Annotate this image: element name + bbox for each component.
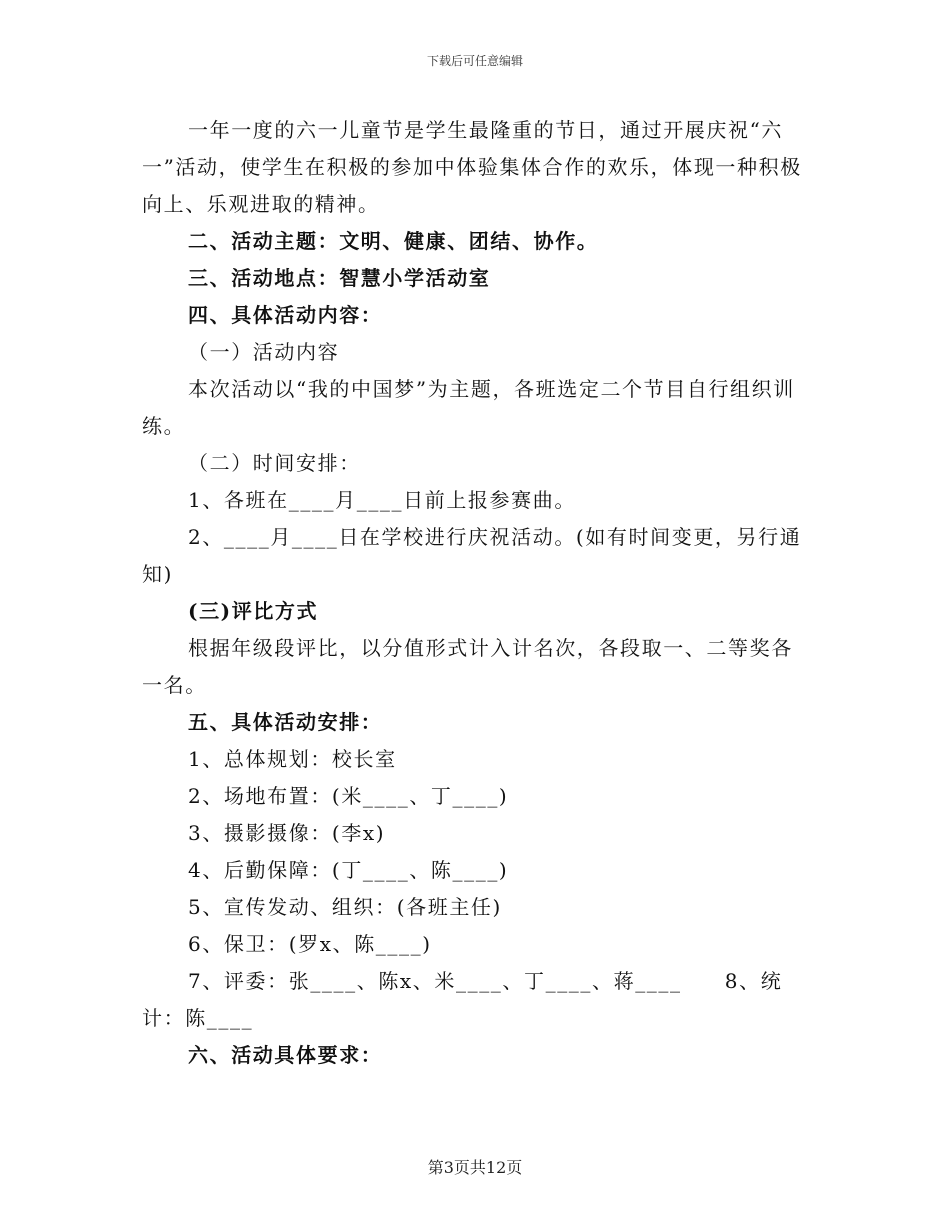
schedule-item-1: 1、各班在____月____日前上报参赛曲。 [188,488,576,512]
arrangement-item-3: 3、摄影摄像：(李x) [188,821,386,845]
arrangement-item-5: 5、宣传发动、组织：(各班主任) [188,895,502,919]
heading-arrangement: 五、具体活动安排： [188,710,383,734]
subheading-content: （一）活动内容 [188,340,340,364]
subheading-schedule: （二）时间安排： [188,451,361,475]
arrangement-item-7-8: 7、评委：张____、陈x、米____、丁____、蒋____ 8、统计：陈____ [142,969,783,1030]
document-body [142,112,802,1074]
subheading-evaluation: (三)评比方式 [188,599,319,623]
arrangement-item-4: 4、后勤保障：(丁____、陈____) [188,858,509,882]
page-header: 下载后可任意编辑 [426,54,523,68]
arrangement-item-1: 1、总体规划：校长室 [188,747,397,771]
heading-location: 三、活动地点：智慧小学活动室 [188,266,491,290]
arrangement-item-2: 2、场地布置：(米____、丁____) [188,784,509,808]
heading-content: 四、具体活动内容： [188,303,383,327]
page-footer: 第3页共12页 [427,1158,523,1177]
paragraph-content: 本次活动以“我的中国梦”为主题，各班选定二个节目自行组织训练。 [142,377,795,438]
paragraph-evaluation: 根据年级段评比，以分值形式计入计名次，各段取一、二等奖各一名。 [142,636,793,697]
heading-theme: 二、活动主题：文明、健康、团结、协作。 [188,229,599,253]
paragraph-intro: 一年一度的六一儿童节是学生最隆重的节日，通过开展庆祝“六一”活动，使学生在积极的参加中体验集体合作的欢乐，体现一种积极向上、乐观进取的精神。 [142,118,802,216]
heading-requirements: 六、活动具体要求： [188,1043,383,1067]
arrangement-item-6: 6、保卫：(罗x、陈____) [188,932,432,956]
schedule-item-2: 2、____月____日在学校进行庆祝活动。(如有时间变更，另行通知) [142,525,802,586]
